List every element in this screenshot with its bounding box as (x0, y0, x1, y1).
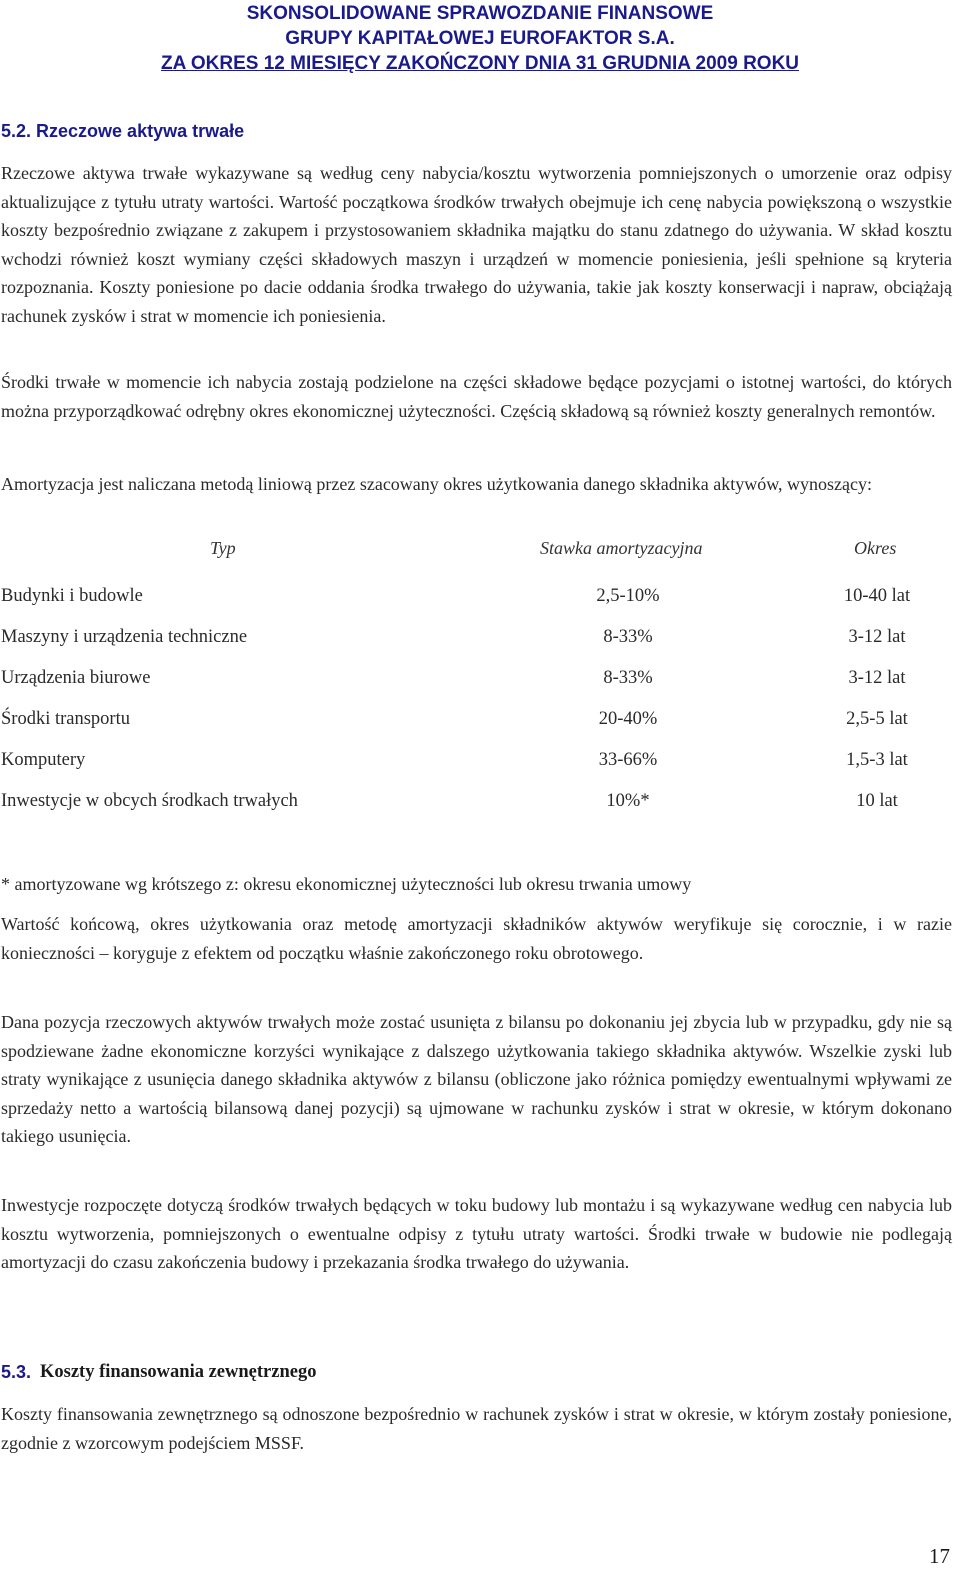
paragraph-verification: Wartość końcową, okres użytkowania oraz metodę amortyzacji składników aktywów weryfikuje się corocznie, i w razie konieczności – koryguje z efektem od początku właśnie zakończonego roku obrotowego. (1, 914, 952, 963)
table-cell-type: Budynki i budowle (1, 586, 143, 606)
table-cell-period: 10 lat (856, 791, 898, 811)
table-header-type: Typ (210, 538, 236, 558)
table-row (0, 750, 960, 780)
table-row (0, 627, 960, 657)
table-cell-period: 1,5-3 lat (846, 750, 908, 770)
header-line-3: ZA OKRES 12 MIESIĘCY ZAKOŃCZONY DNIA 31 GRUDNIA 2009 ROKU (160, 53, 800, 74)
paragraph-financing-costs: Koszty finansowania zewnętrznego są odnoszone bezpośrednio w rachunek zysków i strat w okresie, w którym zostały poniesione, zgodnie z wzorcowym podejściem MSSF. (1, 1404, 952, 1453)
section-title-5-3: Koszty finansowania zewnętrznego (40, 1362, 317, 1382)
paragraph-intro: Rzeczowe aktywa trwałe wykazywane są według ceny nabycia/kosztu wytworzenia pomniejszonych o umorzenie oraz odpisy aktualizujące z tytułu utraty wartości. Wartość początkowa środków trwałych obejmuje ich cenę nabycia powiększoną o wszystkie koszty bezpośrednio związane z zakupem i przystosowaniem składnika majątku do stanu zdatnego do używania. W skład kosztu wchodzi również koszt wymiany części składowych maszyn i urządzeń w momencie poniesienia, jeśli spełnione są kryteria rozpoznania. Koszty poniesione po dacie oddania środka trwałego do używania, takie jak koszty konserwacji i napraw, obciążają rachunek zysków i strat w momencie ich poniesienia. (1, 163, 952, 326)
table-cell-type: Komputery (1, 750, 86, 770)
header-line-1: SKONSOLIDOWANE SPRAWOZDANIE FINANSOWE (246, 3, 714, 24)
paragraph-depreciation: Amortyzacja jest naliczana metodą liniową przez szacowany okres użytkowania danego składnika aktywów, wynoszący: (1, 474, 873, 494)
table-cell-rate: 33-66% (598, 750, 658, 770)
paragraph-components: Środki trwałe w momencie ich nabycia zostają podzielone na części składowe będące pozycjami o istotnej wartości, do których można przyporządkować odrębny okres ekonomicznej użyteczności. Częścią składową są również koszty generalnych remontów. (1, 372, 952, 421)
section-number-5-3: 5.3. (1, 1362, 32, 1382)
table-cell-rate: 8-33% (603, 627, 653, 647)
page-number: 17 (929, 1544, 950, 1568)
table-footnote: * amortyzowane wg krótszego z: okresu ekonomicznej użyteczności lub okresu trwania umowy (1, 874, 692, 894)
table-cell-type: Maszyny i urządzenia techniczne (1, 627, 248, 647)
table-row (0, 791, 960, 821)
header-line-2: GRUPY KAPITAŁOWEJ EUROFAKTOR S.A. (285, 28, 675, 49)
table-cell-period: 3-12 lat (848, 668, 906, 688)
table-cell-period: 3-12 lat (848, 627, 906, 647)
table-cell-type: Inwestycje w obcych środkach trwałych (1, 791, 298, 811)
table-cell-rate: 8-33% (603, 668, 653, 688)
table-row (0, 586, 960, 616)
table-cell-period: 2,5-5 lat (846, 709, 908, 729)
table-cell-rate: 2,5-10% (596, 586, 660, 606)
section-title-5-2: 5.2. Rzeczowe aktywa trwałe (1, 121, 245, 141)
table-header-rate: Stawka amortyzacyjna (540, 538, 703, 558)
table-header-period: Okres (854, 538, 897, 558)
paragraph-investments: Inwestycje rozpoczęte dotyczą środków trwałych będących w toku budowy lub montażu i są wykazywane według cen nabycia lub kosztu wytworzenia, pomniejszonych o ewentualne odpisy z tytułu utraty wartości. Środki trwałe w budowie nie podlegają amortyzacji do czasu zakończenia budowy i przekazania środka trwałego do używania. (1, 1195, 952, 1273)
table-cell-rate: 20-40% (598, 709, 658, 729)
table-cell-type: Urządzenia biurowe (1, 668, 151, 688)
paragraph-derecognition: Dana pozycja rzeczowych aktywów trwałych może zostać usunięta z bilansu po dokonaniu jej zbycia lub w przypadku, gdy nie są spodziewane żadne ekonomiczne korzyści wynikające z dalszego użytkowania takiego składnika aktywów. Wszelkie zyski lub straty wynikające z usunięcia danego składnika aktywów z bilansu (obliczone jako różnica pomiędzy ewentualnymi wpływami ze sprzedaży netto a wartością bilansową danej pozycji) są ujmowane w rachunku zysków i strat w okresie, w którym dokonano takiego usunięcia. (1, 1012, 952, 1147)
table-row (0, 668, 960, 698)
table-cell-rate: 10%* (606, 791, 650, 811)
table-row (0, 709, 960, 739)
table-cell-type: Środki transportu (1, 709, 130, 729)
table-cell-period: 10-40 lat (843, 586, 911, 606)
